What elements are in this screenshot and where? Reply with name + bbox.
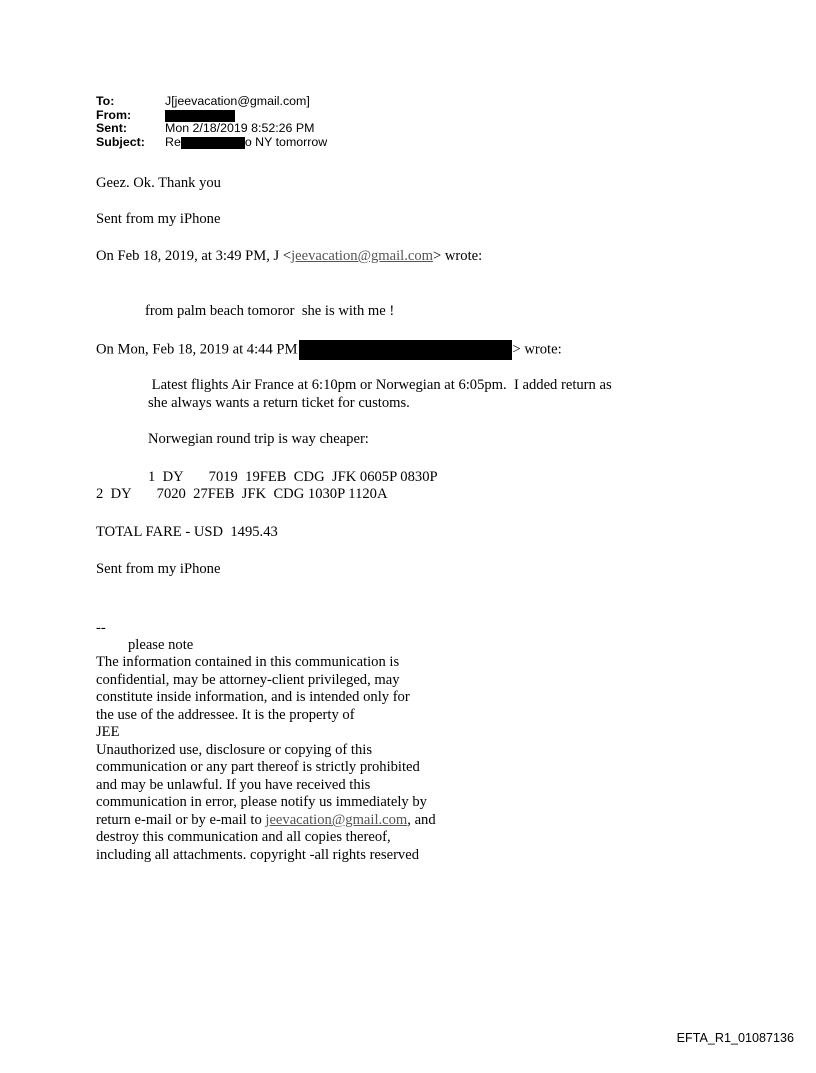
disclaimer-line: communication or any part thereof is strictly prohibited — [96, 759, 420, 775]
disclaimer-line: confidential, may be attorney-client privileged, may — [96, 672, 400, 688]
redaction — [165, 110, 235, 122]
total-fare: TOTAL FARE - USD 1495.43 — [96, 524, 278, 540]
subject-suffix: o NY tomorrow — [244, 135, 328, 149]
disclaimer-line: communication in error, please notify us immediately by — [96, 794, 427, 810]
quote-prefix: On Feb 18, 2019, at 3:49 PM, J < — [96, 248, 292, 264]
disclaimer-note: please note — [128, 637, 194, 653]
flight-line: 2 DY 7020 27FEB JFK CDG 1030P 1120A — [96, 486, 388, 502]
document-id: EFTA_R1_01087136 — [676, 1031, 794, 1045]
from-row — [96, 108, 235, 122]
sent-value: Mon 2/18/2019 8:52:26 PM — [165, 121, 315, 135]
subject-prefix: Re — [165, 135, 181, 149]
sent-row — [96, 121, 314, 135]
disclaimer-line: and may be unlawful. If you have received this — [96, 777, 371, 793]
quote-line: she always wants a return ticket for customs. — [148, 395, 410, 411]
redaction — [181, 137, 245, 149]
sent-label: Sent: — [96, 121, 127, 135]
email-link[interactable]: jeevacation@gmail.com — [265, 812, 408, 828]
reply-text: Geez. Ok. Thank you — [96, 175, 221, 191]
to-row — [96, 94, 310, 108]
text: return e-mail or by e-mail to — [96, 812, 266, 828]
text: , and — [407, 812, 436, 828]
from-label: From: — [96, 108, 132, 122]
subject-row — [96, 135, 327, 149]
quote-prefix: On Mon, Feb 18, 2019 at 4:44 PM — [96, 341, 298, 358]
disclaimer-line — [96, 811, 436, 829]
disclaimer-line: JEE — [96, 724, 120, 740]
flight-line: 1 DY 7019 19FEB CDG JFK 0605P 0830P — [148, 469, 438, 485]
disclaimer-line: Unauthorized use, disclosure or copying of this — [96, 742, 373, 758]
redaction — [299, 340, 512, 360]
quote-suffix: > wrote: — [512, 341, 562, 358]
quote-header-2 — [96, 340, 562, 360]
disclaimer-line: destroy this communication and all copies thereof, — [96, 829, 391, 845]
subject-label: Subject: — [96, 135, 145, 149]
disclaimer-line: The information contained in this communication is — [96, 654, 400, 670]
signature: Sent from my iPhone — [96, 561, 221, 577]
signature: Sent from my iPhone — [96, 211, 221, 227]
disclaimer-line: including all attachments. copyright -all rights reserved — [96, 847, 419, 863]
email-link[interactable]: jeevacation@gmail.com — [291, 248, 434, 264]
quote-text-1: from palm beach tomoror she is with me ! — [145, 303, 395, 319]
disclaimer-line: constitute inside information, and is intended only for — [96, 689, 410, 705]
quote-suffix: > wrote: — [433, 248, 483, 264]
quote-header-1 — [96, 247, 482, 265]
quote-line: Norwegian round trip is way cheaper: — [148, 431, 369, 447]
separator: -- — [96, 620, 106, 636]
to-label: To: — [96, 94, 115, 108]
to-value: J[jeevacation@gmail.com] — [165, 94, 310, 108]
quote-line: Latest flights Air France at 6:10pm or Norwegian at 6:05pm. I added return as — [148, 377, 612, 393]
disclaimer-line: the use of the addressee. It is the property of — [96, 707, 355, 723]
